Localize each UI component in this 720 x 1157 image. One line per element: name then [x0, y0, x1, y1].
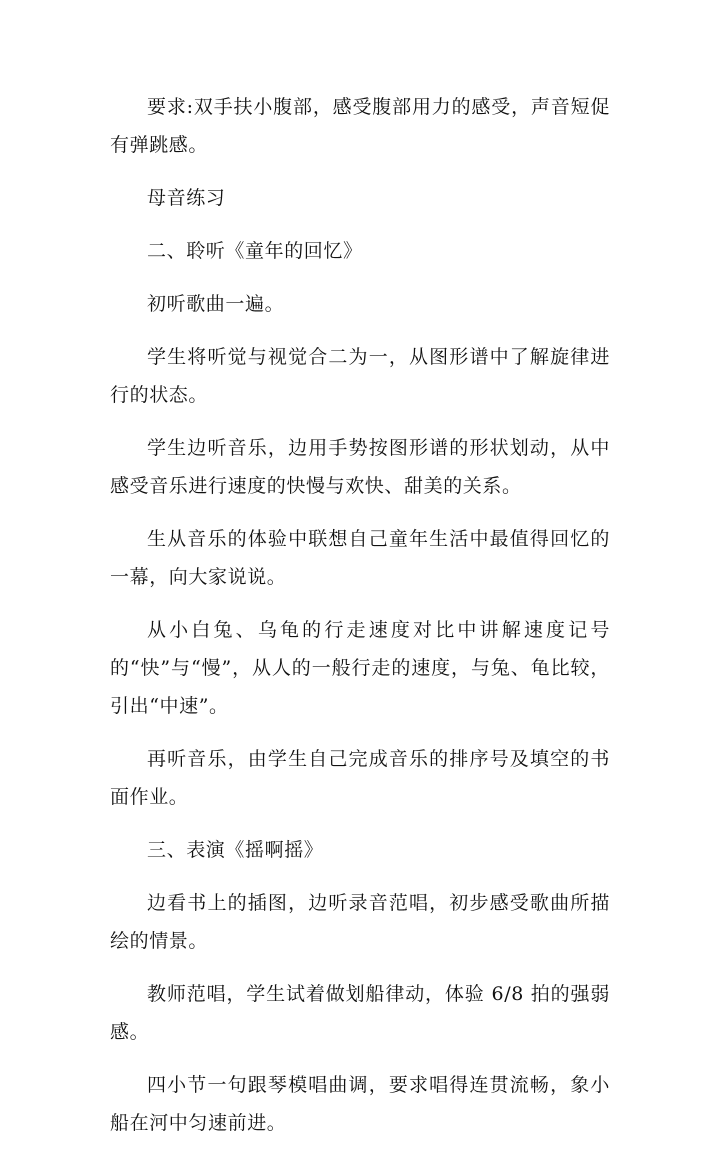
paragraph-phrase-singing: 四小节一句跟琴模唱曲调，要求唱得连贯流畅，象小船在河中匀速前进。	[110, 1074, 610, 1134]
paragraph-written-work: 再听音乐，由学生自己完成音乐的排序号及填空的书面作业。	[110, 748, 610, 808]
paragraph-rowing-rhythm: 教师范唱，学生试着做划船律动，体验 6/8 拍的强弱感。	[110, 983, 610, 1043]
paragraph-graphic-score: 学生将听觉与视觉合二为一，从图形谱中了解旋律进行的状态。	[110, 346, 610, 406]
paragraph-gesture: 学生边听音乐，边用手势按图形谱的形状划动，从中感受音乐进行速度的快慢与欢快、甜美的关系。	[110, 437, 610, 497]
paragraph-first-listen: 初听歌曲一遍。	[147, 293, 285, 315]
document-body	[110, 88, 610, 1157]
paragraph-vowel-practice: 母音练习	[147, 187, 226, 209]
paragraph-illustration: 边看书上的插图，边听录音范唱，初步感受歌曲所描绘的情景。	[110, 892, 610, 952]
paragraph-tempo-marks: 从小白兔、乌龟的行走速度对比中讲解速度记号的“快”与“慢”，从人的一般行走的速度，与兔、龟比较，引出“中速”。	[110, 619, 610, 717]
section-heading-listen: 二、聆听《童年的回忆》	[147, 240, 363, 262]
paragraph-requirement: 要求:双手扶小腹部，感受腹部用力的感受，声音短促有弹跳感。	[110, 96, 610, 156]
section-heading-performance: 三、表演《摇啊摇》	[147, 839, 324, 861]
paragraph-childhood-memory: 生从音乐的体验中联想自己童年生活中最值得回忆的一幕，向大家说说。	[110, 528, 610, 588]
